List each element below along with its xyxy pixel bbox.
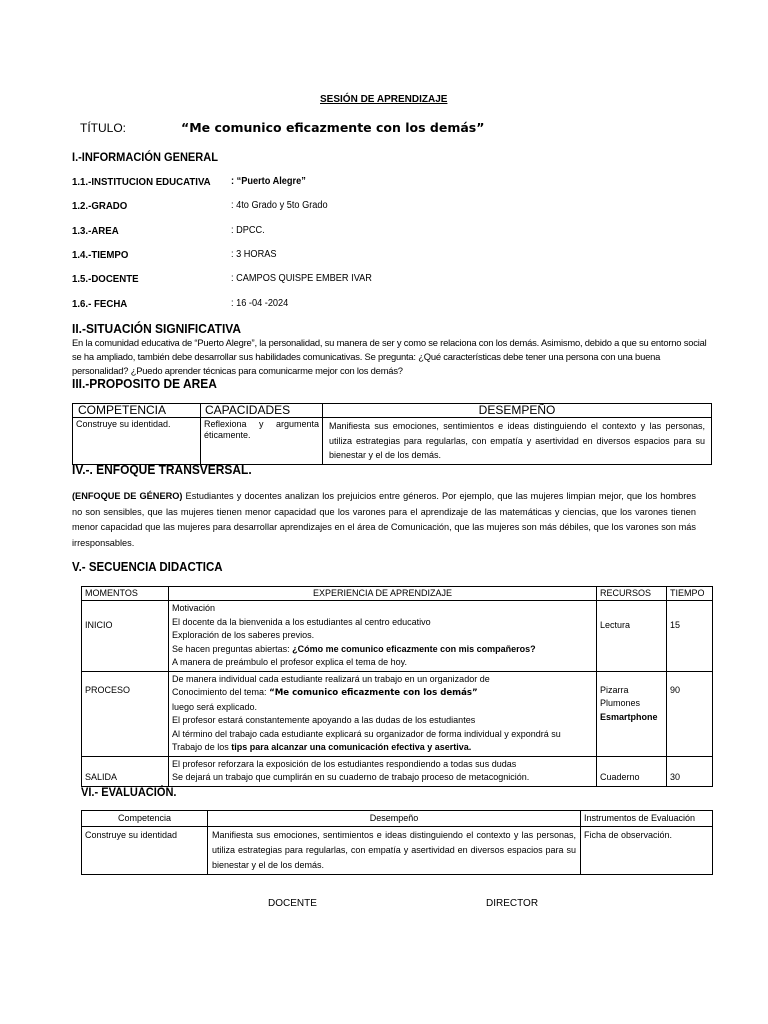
proposito-table [72, 403, 712, 465]
evaluacion-desempeno: Manifiesta sus emociones, sentimientos e ideas distinguiendo el contexto y las personas, utiliza estrategias para regularlas, con empatía y asertividad en diversos espacios para su bienestar y el de los demás. [208, 827, 581, 875]
recurso-inicio: Lectura [597, 601, 667, 672]
enfoque-label: (ENFOQUE DE GÉNERO) [72, 491, 183, 501]
titulo-value: “Me comunico eficazmente con los demás” [181, 120, 485, 135]
momento-salida: SALIDA [82, 756, 169, 786]
momento-inicio: INICIO [82, 601, 169, 672]
secuencia-header-tiempo: TIEMPO [667, 587, 713, 601]
evaluacion-competencia: Construye su identidad [82, 827, 208, 875]
momento-proceso: PROCESO [82, 671, 169, 756]
info-label-fecha: 1.6.- FECHA [72, 298, 128, 310]
situacion-heading: II.-SITUACIÓN SIGNIFICATIVA [72, 321, 241, 336]
proceso-tips: tips para alcanzar una comunicación efectiva y asertiva. [231, 742, 472, 752]
enfoque-paragraph [72, 489, 696, 551]
proceso-line-2: Conocimiento del tema: “Me comunico eficazmente con los demás” [172, 687, 478, 698]
secuencia-heading: V.- SECUENCIA DIDACTICA [72, 560, 223, 574]
firma-director: DIRECTOR [486, 898, 539, 909]
recurso-pizarra: Pizarra [600, 684, 629, 695]
experiencia-proceso [169, 671, 597, 756]
inicio-line-4: Se hacen preguntas abiertas: ¿Cómo me comunico eficazmente con mis compañeros? [172, 643, 536, 654]
info-label-area: 1.3.-AREA [72, 225, 119, 237]
tiempo-inicio: 15 [667, 601, 713, 672]
enfoque-text: Estudiantes y docentes analizan los prejuicios entre géneros. Por ejemplo, que las mujeres limpian mejor, que los hombres no son sensibles, que las mujeres tienen menor capacidad que los varones para el aprendizaje de las matemáticas y ciencias, que los varones tienen menor capacidad que las mujeres para desarrollar aprendizajes en el área de Comunicación, que las mujeres son más débiles, que los varones son más irresponsables. [72, 491, 696, 548]
inicio-line-3: Exploración de los saberes previos. [172, 630, 315, 640]
info-value-area: : DPCC. [231, 225, 265, 236]
info-value-tiempo: : 3 HORAS [231, 249, 277, 260]
info-label-grado: 1.2.-GRADO [72, 200, 128, 212]
proposito-header-competencia: COMPETENCIA [73, 404, 201, 418]
evaluacion-header-instrumentos: Instrumentos de Evaluación [581, 811, 713, 827]
experiencia-salida [169, 756, 597, 786]
secuencia-row-salida [82, 756, 713, 786]
salida-line-2: Se dejará un trabajo que cumplirán en su cuaderno de trabajo proceso de metacognición. [172, 772, 530, 782]
tiempo-proceso: 90 [667, 671, 713, 756]
salida-line-1: El profesor reforzara la exposición de los estudiantes respondiendo a todas sus dudas [172, 758, 517, 769]
secuencia-row-inicio [82, 601, 713, 672]
inicio-line-5: A manera de preámbulo el profesor explica el tema de hoy. [172, 657, 407, 667]
evaluacion-header-competencia: Competencia [82, 811, 208, 827]
proceso-line-6: Trabajo de los tips para alcanzar una comunicación efectiva y asertiva. [172, 742, 472, 752]
info-label-docente: 1.5.-DOCENTE [72, 273, 139, 285]
recurso-plumones: Plumones [600, 698, 641, 708]
tiempo-salida: 30 [667, 756, 713, 786]
info-value-fecha: : 16 -04 -2024 [231, 298, 289, 309]
evaluacion-table [81, 810, 713, 875]
titulo-label: TÍTULO: [80, 121, 127, 135]
proceso-line-5: Al término del trabajo cada estudiante explicará su organizador de forma individual y expondrá su [172, 728, 561, 739]
proposito-header-capacidades: CAPACIDADES [201, 404, 323, 418]
proceso-line-4: El profesor estará constantemente apoyando a las dudas de los estudiantes [172, 715, 476, 725]
secuencia-header-recursos: RECURSOS [597, 587, 667, 601]
evaluacion-instrumento: Ficha de observación. [581, 827, 713, 875]
proposito-header-desempeno: DESEMPEÑO [323, 404, 712, 418]
proceso-line-1: De manera individual cada estudiante realizará un trabajo en un organizador de [172, 673, 490, 684]
info-value-grado: : 4to Grado y 5to Grado [231, 200, 328, 211]
inicio-line-2: El docente da la bienvenida a los estudiantes al centro educativo [172, 616, 431, 627]
proposito-competencia: Construye su identidad. [73, 418, 201, 465]
secuencia-header-momentos: MOMENTOS [82, 587, 169, 601]
inicio-pregunta: ¿Cómo me comunico eficazmente con mis compañeros? [292, 643, 536, 654]
situacion-text: En la comunidad educativa de “Puerto Alegre”, la personalidad, su manera de ser y como se relaciona con los demás. Asimismo, debido a que su entorno social se ha ampliado, también debe desarrollar sus habilidades comunicativas. Se pregunta: ¿Qué características debe tener una persona con una buena personalidad? ¿Puedo aprender técnicas para comunicarme mejor con los demás? [72, 337, 707, 376]
proposito-desempeno: Manifiesta sus emociones, sentimientos e ideas distinguiendo el contexto y las personas, utiliza estrategias para regularlas, con empatía y asertividad en diversos espacios para su bienestar y el de los demás. [323, 418, 712, 465]
session-title: SESIÓN DE APRENDIZAJE [320, 94, 448, 105]
proposito-capacidades: Reflexiona y argumenta éticamente. [201, 418, 323, 465]
evaluacion-heading: VI.- EVALUACIÓN. [81, 785, 177, 799]
info-value-institucion: : “Puerto Alegre” [231, 176, 306, 187]
info-label-institucion: 1.1.-INSTITUCION EDUCATIVA [72, 176, 211, 188]
recurso-esmartphone: Esmartphone [600, 711, 658, 722]
recurso-proceso [597, 671, 667, 756]
evaluacion-header-desempeno: Desempeño [208, 811, 581, 827]
secuencia-row-proceso [82, 671, 713, 756]
secuencia-table [81, 586, 713, 787]
experiencia-inicio [169, 601, 597, 672]
inicio-line-1: Motivación [172, 603, 216, 613]
proceso-line-3: luego será explicado. [172, 701, 258, 712]
proposito-heading: III.-PROPOSITO DE AREA [72, 376, 217, 391]
info-value-docente: : CAMPOS QUISPE EMBER IVAR [231, 273, 372, 284]
firma-docente: DOCENTE [268, 898, 317, 909]
info-label-tiempo: 1.4.-TIEMPO [72, 249, 129, 261]
proceso-tema: “Me comunico eficazmente con los demás” [269, 688, 478, 698]
enfoque-heading: IV.-. ENFOQUE TRANSVERSAL. [72, 462, 252, 477]
info-heading: I.-INFORMACIÓN GENERAL [72, 150, 218, 164]
recurso-salida: Cuaderno [597, 756, 667, 786]
secuencia-header-experiencia: EXPERIENCIA DE APRENDIZAJE [169, 587, 597, 601]
